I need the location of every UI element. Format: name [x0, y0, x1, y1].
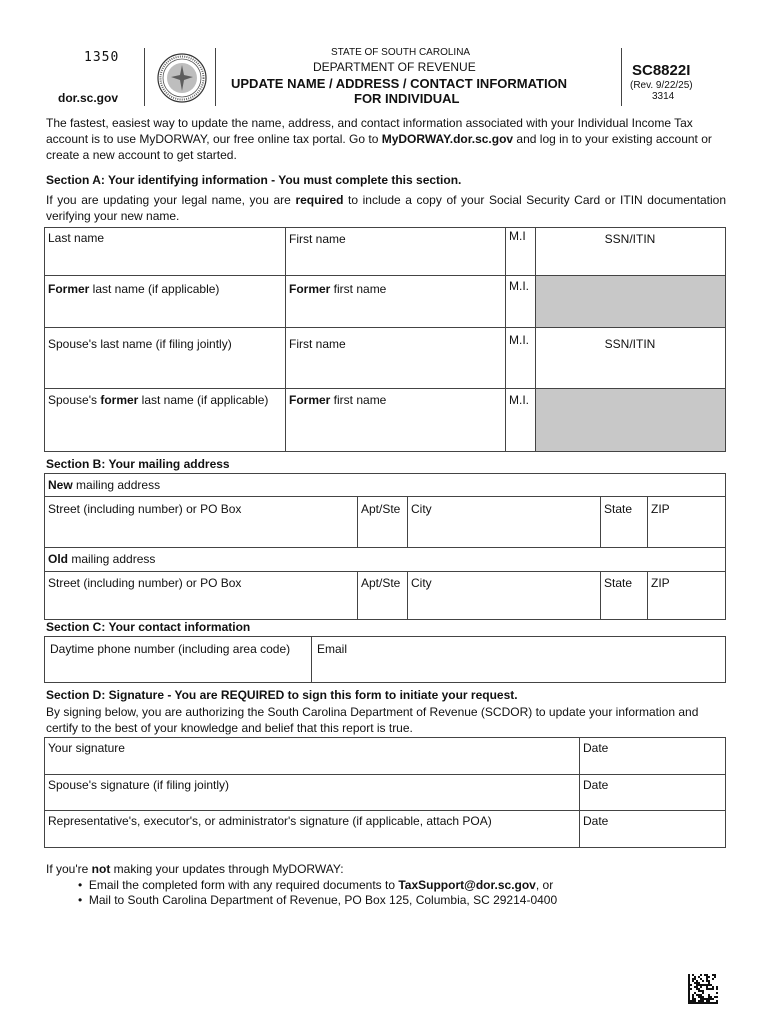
mi-field[interactable]: M.I: [509, 229, 526, 243]
section-b-title: Section B: Your mailing address: [46, 457, 230, 471]
old-street-field[interactable]: Street (including number) or PO Box: [48, 576, 242, 590]
spouse-former-pre: Spouse's: [48, 393, 101, 407]
former-last-name-field[interactable]: [44, 279, 285, 327]
spouse-mi-field[interactable]: M.I.: [509, 333, 529, 347]
spouse-signature-date[interactable]: Date: [583, 778, 609, 792]
taxsupport-email-link[interactable]: TaxSupport@dor.sc.gov: [398, 878, 536, 892]
section-a-title: Section A: Your identifying information - You must complete this section.: [46, 173, 462, 187]
section-c-title: Section C: Your contact information: [46, 620, 251, 634]
section-a-note-1: If you are updating your legal name, you are: [46, 193, 296, 207]
old-rest: mailing address: [68, 552, 156, 566]
website: dor.sc.gov: [58, 91, 119, 105]
barcode-2d: [688, 974, 718, 1004]
spouse-former-ssn-shaded: [536, 389, 725, 451]
new-city-field[interactable]: City: [411, 502, 432, 516]
form-code-number: 1350: [84, 50, 120, 65]
old-apt-field[interactable]: Apt/Ste: [361, 576, 401, 590]
form-title-line1: UPDATE NAME / ADDRESS / CONTACT INFORMATION: [231, 76, 568, 91]
spouse-last-name-field[interactable]: Spouse's last name (if filing jointly): [48, 337, 232, 351]
spouse-former-first-name-field[interactable]: [285, 390, 505, 451]
daytime-phone-field[interactable]: Daytime phone number (including area code): [50, 642, 291, 656]
old-address-label: [44, 549, 444, 569]
bullet-icon: •: [78, 893, 89, 907]
spouse-ssn-field[interactable]: SSN/ITIN: [604, 337, 656, 351]
header-divider-right: [621, 48, 622, 106]
header-divider-seal: [215, 48, 216, 106]
spouse-former-last-label: last name (if applicable): [138, 393, 269, 407]
spouse-former-mi-field[interactable]: M.I.: [509, 393, 529, 407]
footer-b2: Mail to South Carolina Department of Revenue, PO Box 125, Columbia, SC 29214-0400: [88, 893, 558, 907]
footer-b1-1: Email the completed form with any required documents to: [88, 878, 399, 892]
section-a-note-2: to include a copy of your Social Security Card or ITIN documentation verifying your new name.: [46, 193, 727, 223]
old-city-field[interactable]: City: [411, 576, 432, 590]
state-line: STATE OF SOUTH CAROLINA: [331, 47, 471, 58]
footer-lead: [46, 861, 344, 877]
form-title-line2: FOR INDIVIDUAL: [354, 91, 460, 106]
department: DEPARTMENT OF REVENUE: [313, 60, 476, 74]
former-ssn-shaded: [536, 276, 725, 327]
former-last-name-label: last name (if applicable): [89, 282, 220, 296]
spouse-former-bold: former: [100, 393, 139, 407]
revision: (Rev. 9/22/25): [630, 80, 693, 91]
spouse-former-last-name-field[interactable]: [44, 390, 285, 451]
section-d-title: Section D: Signature - You are REQUIRED to sign this form to initiate your request.: [46, 688, 518, 702]
first-name-field[interactable]: First name: [289, 232, 346, 246]
footer-lead-2: making your updates through MyDORWAY:: [110, 862, 344, 876]
new-bold: New: [48, 478, 73, 492]
intro-text-2: and log in to your existing account or create a new account to get started.: [46, 132, 712, 162]
your-signature-date[interactable]: Date: [583, 741, 609, 755]
representative-signature-date[interactable]: Date: [583, 814, 609, 828]
new-address-label: [44, 475, 444, 495]
intro-paragraph: [46, 115, 726, 163]
footer-lead-1: If you're: [46, 862, 92, 876]
header-divider-left: [144, 48, 145, 106]
former-first-name-label: first name: [330, 282, 387, 296]
former-mi-field[interactable]: M.I.: [509, 279, 529, 293]
footer-bullet-email: [78, 877, 553, 893]
ssn-field[interactable]: SSN/ITIN: [604, 232, 656, 246]
form-number: 3314: [652, 91, 675, 102]
new-street-field[interactable]: Street (including number) or PO Box: [48, 502, 242, 516]
spouse-former-first-label: first name: [330, 393, 387, 407]
old-zip-field[interactable]: ZIP: [651, 576, 670, 590]
footer-lead-bold: not: [91, 862, 111, 876]
bullet-icon: •: [78, 878, 89, 892]
mydorway-link[interactable]: MyDORWAY.dor.sc.gov: [381, 132, 514, 146]
spouse-former-first-bold: Former: [289, 393, 331, 407]
section-a-note: [46, 192, 726, 224]
intro-text-1: The fastest, easiest way to update the name, address, and contact information associated with your Individual Income Tax account is to use MyDORWAY, our free online tax portal. Go to: [46, 116, 693, 146]
new-rest: mailing address: [72, 478, 161, 492]
former-label-bold: Former: [48, 282, 90, 296]
section-d-text: By signing below, you are authorizing the South Carolina Department of Revenue (SCDOR) to update your information and certify to the best of your knowledge and belief that this report is true.: [46, 705, 699, 735]
former-first-name-field[interactable]: [285, 279, 505, 327]
state-seal: [157, 53, 207, 103]
new-state-field[interactable]: State: [604, 502, 633, 516]
last-name-field[interactable]: Last name: [48, 231, 105, 245]
footer-bullet-mail: [78, 892, 557, 908]
new-zip-field[interactable]: ZIP: [651, 502, 670, 516]
former-first-bold: Former: [289, 282, 331, 296]
footer-b1-2: , or: [535, 878, 554, 892]
email-field[interactable]: Email: [317, 642, 348, 656]
new-apt-field[interactable]: Apt/Ste: [361, 502, 401, 516]
section-a-note-bold: required: [295, 193, 344, 207]
old-state-field[interactable]: State: [604, 576, 633, 590]
your-signature-field[interactable]: Your signature: [48, 741, 125, 755]
representative-signature-field[interactable]: Representative's, executor's, or administrator's signature (if applicable, attach POA): [48, 814, 492, 828]
old-bold: Old: [48, 552, 68, 566]
spouse-signature-field[interactable]: Spouse's signature (if filing jointly): [48, 778, 230, 792]
form-id: SC8822I: [632, 62, 691, 79]
spouse-first-name-field[interactable]: First name: [289, 337, 346, 351]
